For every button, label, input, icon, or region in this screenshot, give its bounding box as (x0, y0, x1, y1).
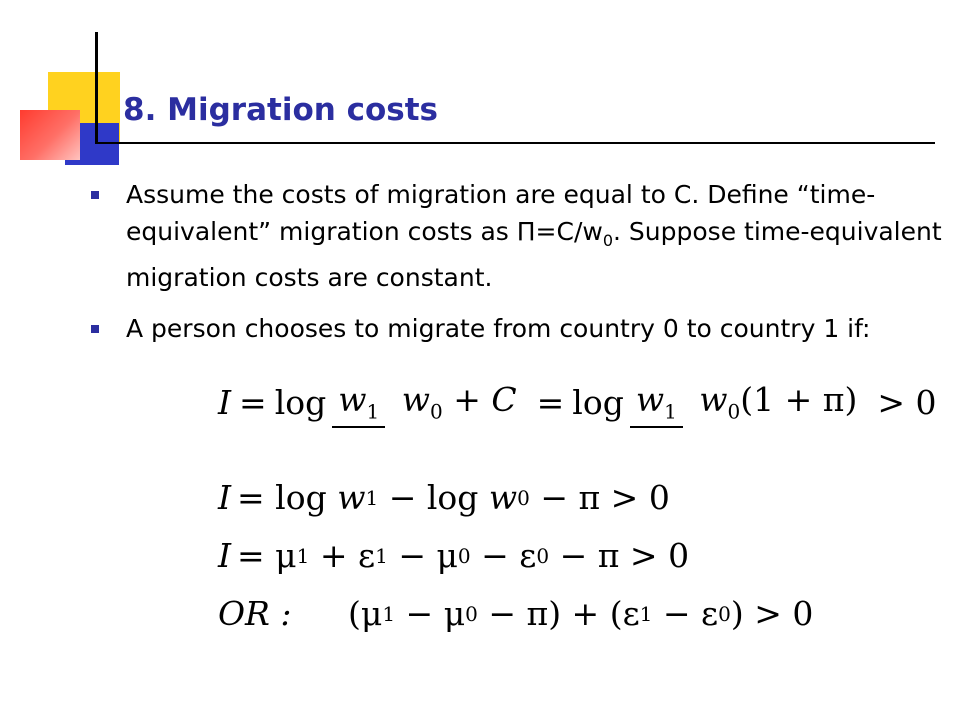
bullet-subscript: 0 (602, 231, 614, 250)
equation-2 (218, 478, 670, 517)
slide-title: 8. Migration costs (123, 92, 439, 128)
bullet-item (84, 176, 944, 296)
eq1-rhs: > 0 (877, 383, 937, 423)
eq3-lhs: I (218, 536, 232, 575)
eq3-sub-4: 0 (536, 543, 550, 568)
eq2-part-1: = log (237, 478, 338, 517)
eq3-part-3: − μ (387, 536, 458, 575)
eq4-part-5: ) > 0 (730, 594, 814, 633)
bullet-item (84, 310, 944, 347)
eq3-sub-2: 1 (375, 543, 388, 568)
eq1-log-2: log (572, 383, 624, 423)
bullet-text-cont: . Suppose time-equivalent migration costs are constant. (126, 217, 942, 292)
equation-1 (218, 378, 937, 428)
bullet-square-icon (91, 191, 99, 199)
bullet-text: A person chooses to migrate from country 0 to country 1 if: (126, 314, 871, 343)
eq2-w1-sub: 1 (365, 485, 379, 510)
eq4-sub-4: 0 (718, 601, 731, 626)
bullet-list (84, 176, 944, 361)
eq1-fraction-1 (332, 378, 522, 428)
eq1-f2-den-sub: 0 (727, 399, 741, 424)
bullet-square-icon (91, 325, 99, 333)
eq2-w1: w (337, 478, 366, 517)
eq4-sub-3: 1 (639, 601, 653, 626)
equation-4 (218, 594, 813, 633)
eq1-f1-num-sub: 1 (366, 399, 380, 424)
eq3-part-4: − ε (470, 536, 537, 575)
eq2-lhs: I (218, 478, 232, 517)
eq2-w0-sub: 0 (517, 485, 530, 510)
eq3-part-5: − π > 0 (549, 536, 690, 575)
eq1-f2-den-b: (1 + π) (740, 380, 858, 419)
eq1-f2-den: w (699, 380, 728, 419)
eq4-part-1: (μ (348, 594, 383, 633)
eq4-lhs: OR : (218, 594, 292, 633)
title-vertical-rule (95, 32, 98, 144)
eq4-part-4: − ε (652, 594, 719, 633)
eq3-part-1: = μ (237, 536, 297, 575)
logo-square-red (20, 110, 80, 160)
eq1-f1-den-sub: 0 (429, 399, 443, 424)
eq1-equals-2: = (536, 383, 565, 423)
eq4-sub-2: 0 (465, 601, 478, 626)
eq1-f2-num: w (635, 380, 665, 419)
eq1-f1-den-b: + C (453, 380, 517, 419)
eq3-sub-1: 1 (296, 543, 310, 568)
eq3-part-2: + ε (309, 536, 376, 575)
eq3-sub-3: 0 (457, 543, 471, 568)
eq2-w0: w (488, 478, 518, 517)
eq1-lhs: I (218, 383, 232, 423)
eq2-part-3: − π > 0 (529, 478, 670, 517)
bullet-text: Assume the costs of migration are equal to C. Define “time-equivalent” migration costs as Π=C/w (126, 180, 876, 246)
eq2-part-2: − log (378, 478, 489, 517)
eq1-fraction-2 (630, 378, 864, 428)
eq1-f2-num-sub: 1 (664, 399, 677, 424)
eq1-f1-den: w (401, 380, 430, 419)
title-horizontal-rule (95, 142, 935, 144)
eq1-equals: = (239, 383, 267, 423)
eq4-part-3: − π) + (ε (477, 594, 640, 633)
eq1-log: log (274, 383, 327, 423)
eq4-part-2: − μ (395, 594, 466, 633)
equation-3 (218, 536, 689, 575)
eq1-f1-num: w (338, 380, 367, 419)
eq4-sub-1: 1 (382, 601, 396, 626)
